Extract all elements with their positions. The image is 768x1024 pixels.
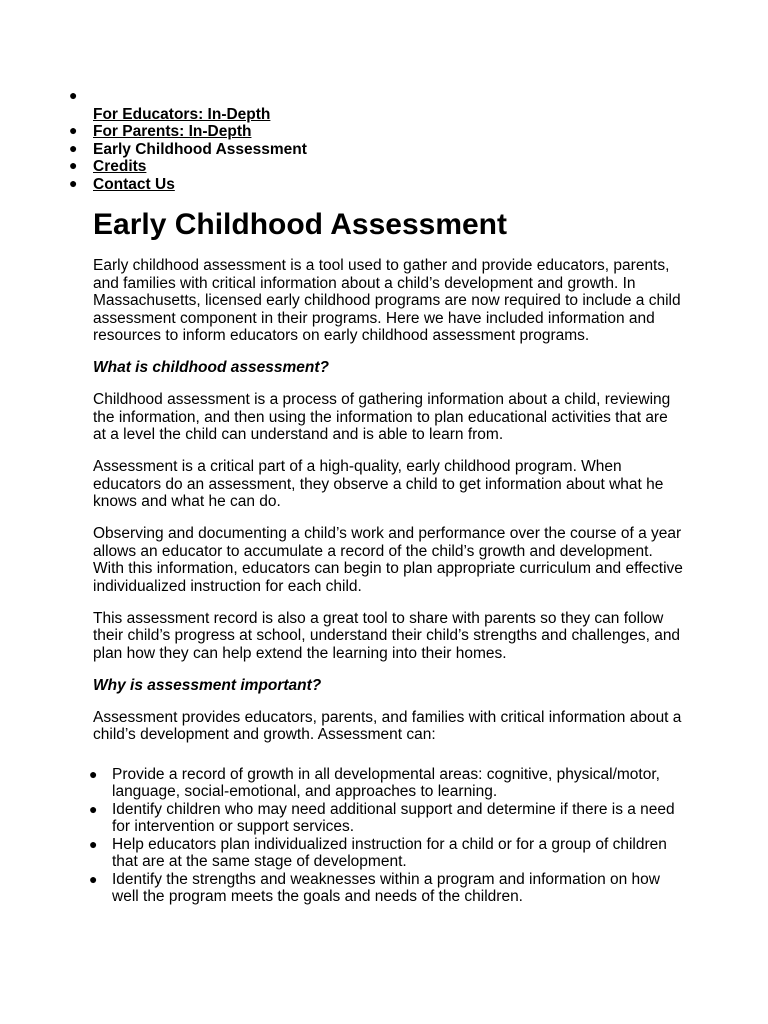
bullet-icon: ● — [69, 157, 78, 173]
bullet-icon: ● — [89, 800, 98, 817]
nav-current-page-label: Early Childhood Assessment — [93, 140, 307, 158]
nav-item-parents — [69, 122, 693, 141]
paragraph-provides: Assessment provides educators, parents, and families with critical information about a child’s development and growth. Assessment can: — [93, 708, 682, 743]
question-heading-what: What is childhood assessment? — [93, 359, 329, 376]
bullet-icon: ● — [69, 87, 78, 103]
article-content — [89, 205, 683, 906]
bullet-icon: ● — [89, 765, 98, 782]
paragraph-definition: Childhood assessment is a process of gathering information about a child, reviewing the information, and then using the information to plan educational activities that are at a level the child can understand and is able to learn from. — [93, 391, 671, 443]
nav-item-current-page — [69, 139, 693, 159]
intro-paragraph: Early childhood assessment is a tool used to gather and provide educators, parents, and families with critical information about a child’s development and growth. In Massachusetts, licensed early childhood programs are now required to include a child assessment component in their programs. Here we have included information and resources to inform educators on early childhood assessment programs. — [93, 257, 681, 344]
site-navigation — [69, 87, 693, 193]
question-heading-why: Why is assessment important? — [93, 676, 322, 694]
bullet-icon: ● — [69, 122, 78, 138]
nav-item-contact — [69, 174, 693, 194]
nav-link-parents[interactable]: For Parents: In-Depth — [93, 123, 252, 140]
nav-link-educators[interactable]: For Educators: In-Depth — [93, 105, 271, 123]
bullet-icon: ● — [89, 835, 98, 852]
bullet-icon: ● — [89, 870, 98, 887]
paragraph-record: This assessment record is also a great tool to share with parents so they can follow their child’s progress at school, understand their child’s strengths and challenges, and plan how they can help extend the learning into their homes. — [93, 609, 681, 662]
bullet-icon: ● — [69, 174, 78, 191]
bullet-icon: ● — [69, 139, 78, 156]
list-item: ● Provide a record of growth in all developmental areas: cognitive, physical/motor, language, social-emotional, and approaches to learning. — [89, 765, 660, 800]
list-item: ● Identify the strengths and weaknesses within a program and information on how well the program meets the goals and needs of the children. — [89, 870, 660, 905]
page-title: Early Childhood Assessment — [93, 208, 507, 241]
nav-item-credits — [69, 157, 693, 176]
paragraph-critical-part: Assessment is a critical part of a high-quality, early childhood program. When educators do an assessment, they observe a child to get information about what he knows and what he can do. — [93, 458, 664, 510]
list-item: ● Identify children who may need additional support and determine if there is a need for intervention or support services. — [89, 800, 675, 835]
nav-item-educators — [69, 87, 693, 123]
nav-link-credits[interactable]: Credits — [93, 158, 147, 175]
nav-link-contact[interactable]: Contact Us — [93, 175, 175, 193]
paragraph-observing: Observing and documenting a child’s work and performance over the course of a year allows an educator to accumulate a record of the child’s growth and development. With this information, educators can begin to plan appropriate curriculum and effective individualized instruction for each child. — [93, 525, 683, 595]
list-item: ● Help educators plan individualized instruction for a child or for a group of children that are at the same stage of development. — [89, 835, 667, 870]
assessment-benefits-list — [89, 765, 677, 906]
